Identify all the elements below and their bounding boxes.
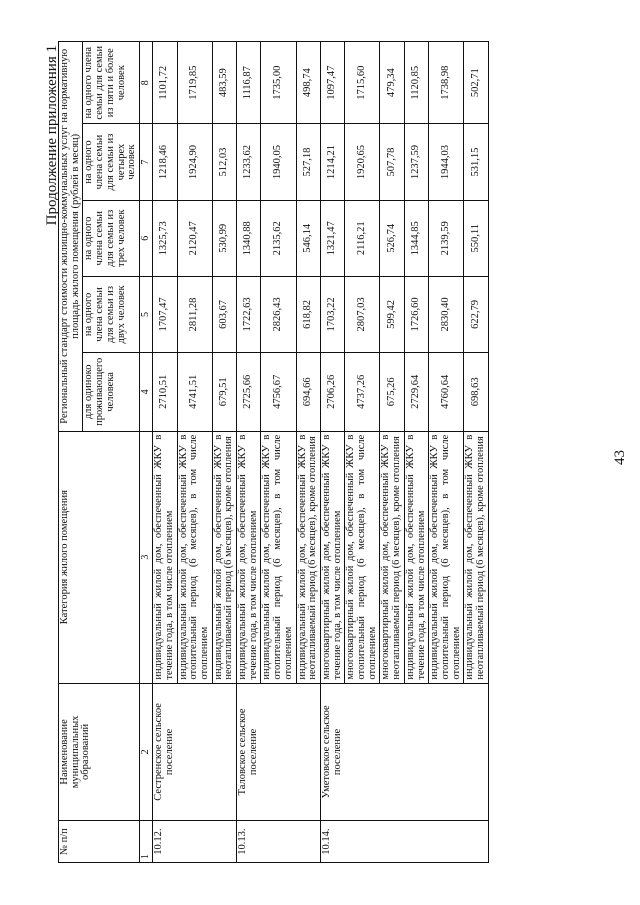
value-cell: 2826,43 (261, 276, 296, 352)
value-cell: 498,74 (296, 42, 320, 124)
table-row (153, 42, 177, 863)
row-number: 10.13. (237, 821, 321, 863)
col-three-header: на одного члена семьи для семьи из трех человек (83, 200, 140, 276)
value-cell: 1340,88 (237, 200, 261, 276)
value-cell: 1233,62 (237, 124, 261, 200)
category-cell: индивидуальный жилой дом, обеспеченный ЖКУ в неотапливаемый период (6 месяцев), кроме отопления (296, 431, 320, 683)
value-cell: 527,18 (296, 124, 320, 200)
row-number: 10.12. (153, 821, 237, 863)
value-cell: 1703,22 (320, 276, 344, 352)
value-cell: 1325,73 (153, 200, 177, 276)
value-cell: 2139,59 (429, 200, 464, 276)
value-cell: 2116,21 (345, 200, 380, 276)
value-cell: 1116,87 (237, 42, 261, 124)
value-cell: 1237,59 (404, 124, 428, 200)
value-cell: 603,67 (212, 276, 236, 352)
table-row (320, 42, 344, 863)
value-cell: 2830,40 (429, 276, 464, 352)
value-cell: 479,34 (380, 42, 404, 124)
value-cell: 694,66 (296, 353, 320, 432)
table-row (237, 42, 261, 863)
value-cell: 2729,64 (404, 353, 428, 432)
value-cell: 2807,03 (345, 276, 380, 352)
value-cell: 550,11 (464, 200, 488, 276)
value-cell: 675,26 (380, 353, 404, 432)
value-cell: 1719,85 (177, 42, 212, 124)
municipality-name: Сестренское сельское поселение (153, 683, 237, 821)
index-cell: 6 (139, 200, 152, 276)
value-cell: 2706,26 (320, 353, 344, 432)
col-single-header: для одиноко проживающего человека (83, 353, 140, 432)
value-cell: 1726,60 (404, 276, 428, 352)
index-cell: 2 (139, 683, 152, 821)
index-cell: 5 (139, 276, 152, 352)
category-cell: индивидуальный жилой дом, обеспеченный ЖКУ в течение года, в том числе отоплением (153, 431, 177, 683)
value-cell: 4760,64 (429, 353, 464, 432)
category-cell: индивидуальный жилой дом, обеспеченный ЖКУ в отопительный период (6 месяцев), в том числе отоплением (261, 431, 296, 683)
value-cell: 698,63 (464, 353, 488, 432)
value-cell: 1715,60 (345, 42, 380, 124)
value-cell: 512,03 (212, 124, 236, 200)
category-cell: индивидуальный жилой дом, обеспеченный ЖКУ в неотапливаемый период (6 месяцев), кроме отопления (212, 431, 236, 683)
value-cell: 4741,51 (177, 353, 212, 432)
value-cell: 1722,63 (237, 276, 261, 352)
value-cell: 1120,85 (404, 42, 428, 124)
value-cell: 1944,03 (429, 124, 464, 200)
value-cell: 2811,28 (177, 276, 212, 352)
index-cell: 8 (139, 42, 152, 124)
value-cell: 1101,72 (153, 42, 177, 124)
index-cell: 3 (139, 431, 152, 683)
value-cell: 4737,26 (345, 353, 380, 432)
col-category-header: Категория жилого помещения (59, 431, 140, 683)
value-cell: 2725,66 (237, 353, 261, 432)
value-cell: 1214,21 (320, 124, 344, 200)
value-cell: 622,79 (464, 276, 488, 352)
value-cell: 507,78 (380, 124, 404, 200)
col-two-header: на одного члена семьи для семьи из двух человек (83, 276, 140, 352)
standard-header: Региональный стандарт стоимости жилищно-коммунальных услуг на нормативную площадь жилого помещения (рублей в месяц) (59, 42, 83, 432)
value-cell: 502,71 (464, 42, 488, 124)
value-cell: 599,42 (380, 276, 404, 352)
value-cell: 546,14 (296, 200, 320, 276)
tariff-table (58, 41, 489, 863)
row-number: 10.14. (320, 821, 488, 863)
value-cell: 618,82 (296, 276, 320, 352)
value-cell: 4756,67 (261, 353, 296, 432)
value-cell: 1218,46 (153, 124, 177, 200)
category-cell: индивидуальный жилой дом, обеспеченный ЖКУ в отопительный период (6 месяцев), в том числе отоплением (429, 431, 464, 683)
value-cell: 1707,47 (153, 276, 177, 352)
category-cell: индивидуальный жилой дом, обеспеченный ЖКУ в течение года, в том числе отоплением (237, 431, 261, 683)
index-row (139, 42, 152, 863)
continuation-caption: Продолжение приложения 1 (44, 45, 60, 226)
value-cell: 2135,62 (261, 200, 296, 276)
category-cell: индивидуальный жилой дом, обеспеченный ЖКУ в неотапливаемый период (6 месяцев), кроме отопления (464, 431, 488, 683)
value-cell: 2120,47 (177, 200, 212, 276)
value-cell: 2710,51 (153, 353, 177, 432)
index-cell: 4 (139, 353, 152, 432)
value-cell: 1344,85 (404, 200, 428, 276)
municipality-name: Уметовское сельское поселение (320, 683, 488, 821)
municipality-name: Таловское сельское поселение (237, 683, 321, 821)
category-cell: многоквартирный жилой дом, обеспеченный ЖКУ в неотапливаемый период (6 месяцев), кроме отопления (380, 431, 404, 683)
value-cell: 526,74 (380, 200, 404, 276)
value-cell: 1738,98 (429, 42, 464, 124)
category-cell: индивидуальный жилой дом, обеспеченный ЖКУ в отопительный период (6 месяцев), в том числе отоплением (177, 431, 212, 683)
value-cell: 1735,00 (261, 42, 296, 124)
value-cell: 530,99 (212, 200, 236, 276)
col-five-header: на одного члена семьи для семьи из пяти и более человек (83, 42, 140, 124)
category-cell: многоквартирный жилой дом, обеспеченный ЖКУ в отопительный период (6 месяцев), в том числе отоплением (345, 431, 380, 683)
value-cell: 483,59 (212, 42, 236, 124)
index-cell: 1 (139, 821, 152, 863)
col-mo-header: Наименование муниципальных образований (59, 683, 140, 821)
value-cell: 679,51 (212, 353, 236, 432)
category-cell: индивидуальный жилой дом, обеспеченный ЖКУ в течение года, в том числе отоплением (404, 431, 428, 683)
value-cell: 531,15 (464, 124, 488, 200)
page-number: 43 (612, 450, 628, 465)
col-four-header: на одного члена семьи для семьи из четырех человек (83, 124, 140, 200)
value-cell: 1920,65 (345, 124, 380, 200)
value-cell: 1940,05 (261, 124, 296, 200)
index-cell: 7 (139, 124, 152, 200)
category-cell: многоквартирный жилой дом, обеспеченный ЖКУ в течение года, в том числе отоплением (320, 431, 344, 683)
header-row (59, 42, 83, 863)
value-cell: 1924,90 (177, 124, 212, 200)
value-cell: 1097,47 (320, 42, 344, 124)
col-no-header: № п/п (59, 821, 140, 863)
value-cell: 1321,47 (320, 200, 344, 276)
